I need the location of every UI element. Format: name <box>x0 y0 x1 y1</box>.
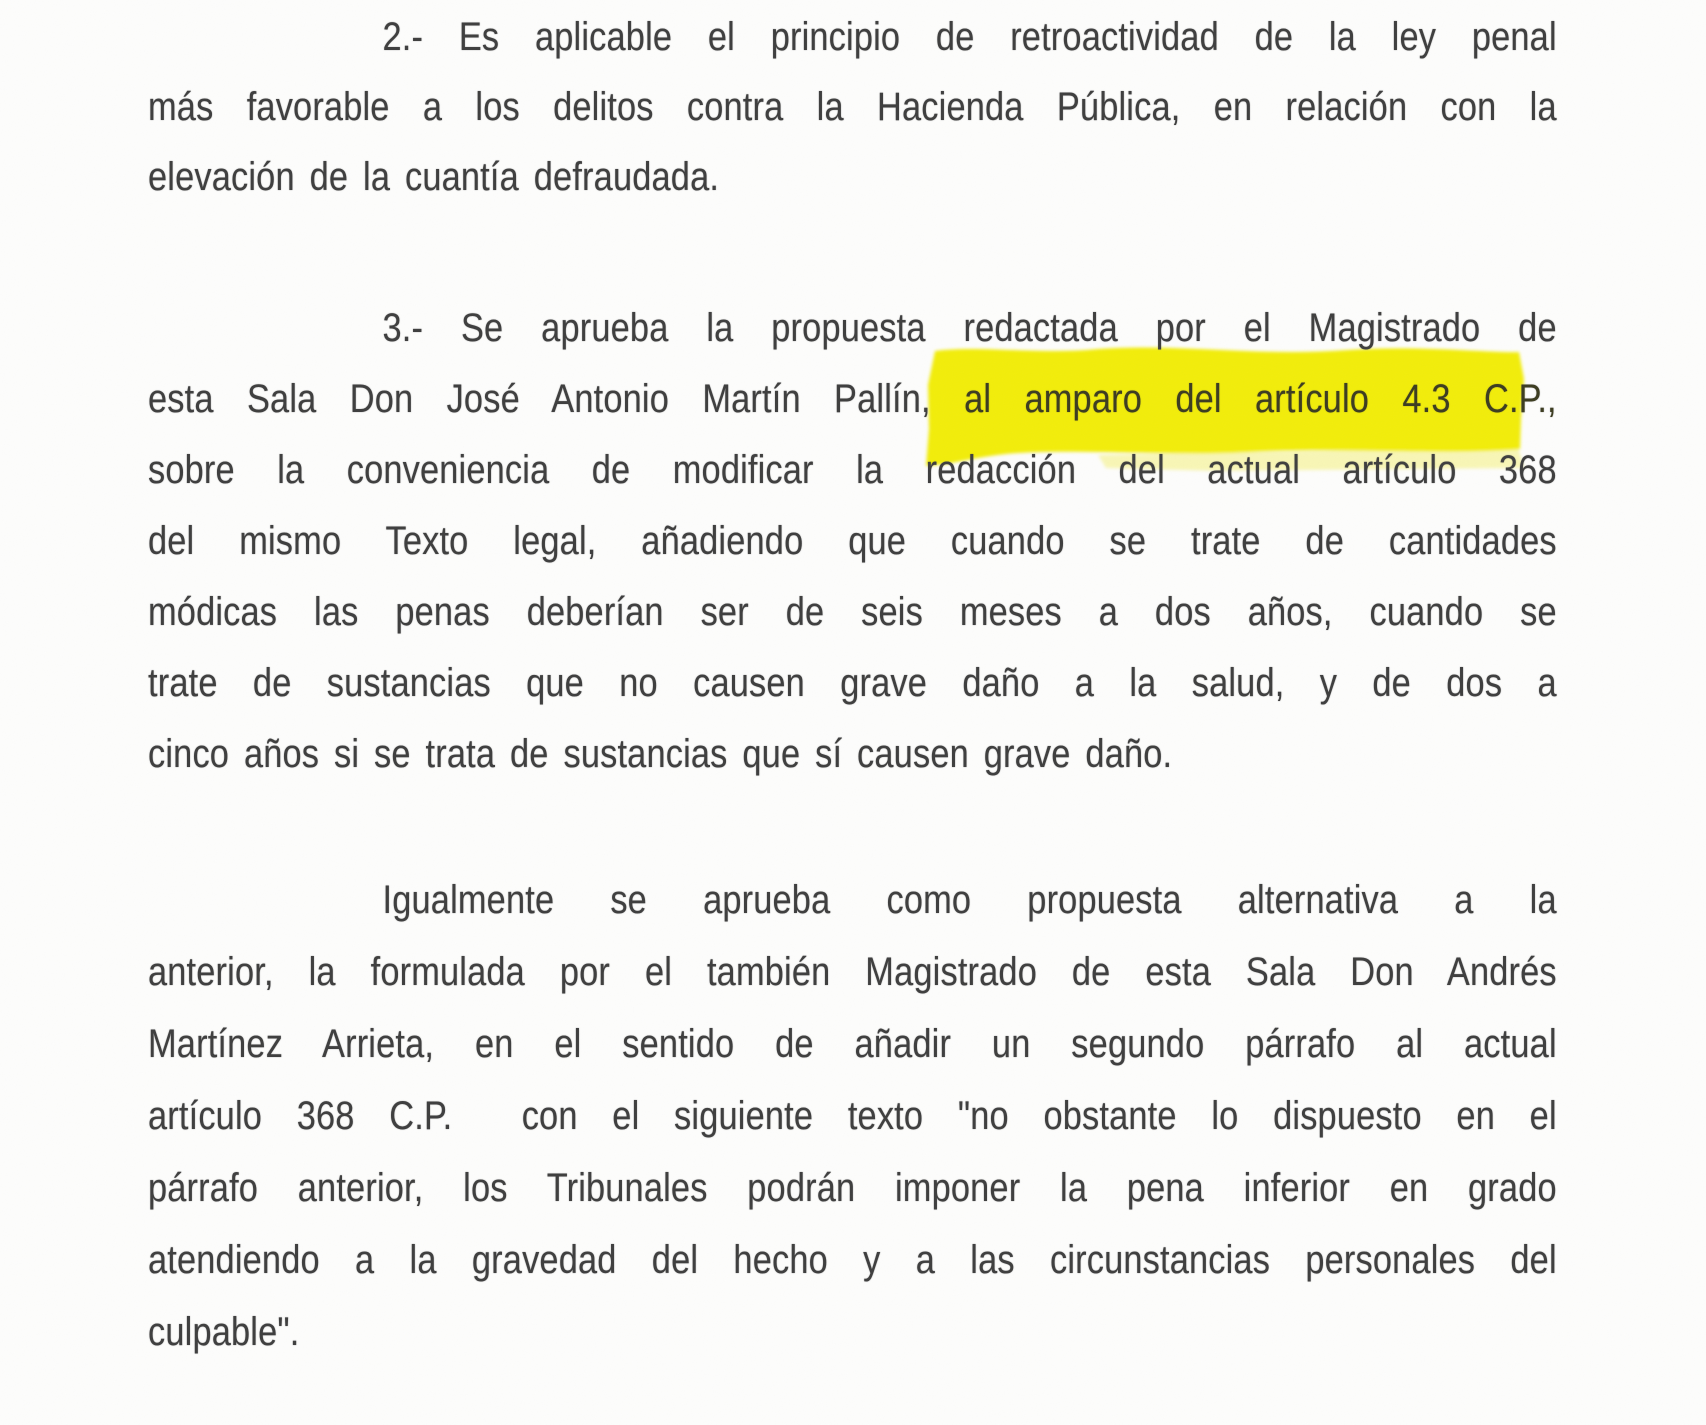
text-line <box>148 1008 1557 1080</box>
text-segment: esta Sala Don José Antonio Martín Pallín, <box>148 377 965 421</box>
text-segment: cinco años si se trata de sustancias que sí causen grave daño. <box>148 732 1173 776</box>
paragraph-point-3 <box>148 293 1557 790</box>
text-segment: atendiendo a la gravedad del hecho y a las circunstancias personales del <box>148 1238 1557 1282</box>
text-line <box>148 506 1557 577</box>
text-segment: párrafo anterior, los Tribunales podrán imponer la pena inferior en grado <box>148 1166 1557 1210</box>
document-body <box>148 0 1557 1425</box>
text-segment: anterior, la formulada por el también Magistrado de esta Sala Don Andrés <box>148 950 1557 994</box>
text-line <box>148 577 1557 648</box>
text-segment: elevación de la cuantía defraudada. <box>148 155 720 199</box>
text-segment: Igualmente se aprueba como propuesta alternativa a la <box>382 878 1557 922</box>
text-line <box>148 435 1557 506</box>
text-segment: artículo 368 C.P. con el siguiente texto "no obstante lo dispuesto en el <box>148 1094 1557 1138</box>
paragraph-point-2 <box>148 2 1557 212</box>
text-line <box>148 142 1557 212</box>
text-segment: trate de sustancias que no causen grave daño a la salud, y de dos a <box>148 661 1557 705</box>
text-line <box>148 719 1557 790</box>
text-line <box>148 1080 1557 1152</box>
text-line <box>148 364 1557 435</box>
text-segment: culpable". <box>148 1310 300 1354</box>
text-segment: módicas las penas deberían ser de seis meses a dos años, cuando se <box>148 590 1557 634</box>
text-line <box>148 1224 1557 1296</box>
text-segment: 3.- Se aprueba la propuesta redactada por el Magistrado de <box>382 306 1557 350</box>
text-line <box>148 72 1557 142</box>
text-line <box>148 1152 1557 1224</box>
text-segment: 2.- Es aplicable el principio de retroactividad de la ley penal <box>382 15 1557 59</box>
text-segment: del mismo Texto legal, añadiendo que cuando se trate de cantidades <box>148 519 1557 563</box>
paragraph-alternative-proposal <box>148 864 1557 1368</box>
highlighted-text: al amparo del artículo 4.3 C.P., <box>964 377 1557 421</box>
text-line <box>148 2 1557 72</box>
text-segment: más favorable a los delitos contra la Hacienda Pública, en relación con la <box>148 85 1557 129</box>
text-line <box>148 864 1557 936</box>
text-line <box>148 293 1557 364</box>
text-line <box>148 936 1557 1008</box>
text-segment: sobre la conveniencia de modificar la redacción del actual artículo 368 <box>148 448 1557 492</box>
text-line <box>148 1296 1557 1368</box>
text-segment: Martínez Arrieta, en el sentido de añadir un segundo párrafo al actual <box>148 1022 1557 1066</box>
text-line <box>148 648 1557 719</box>
